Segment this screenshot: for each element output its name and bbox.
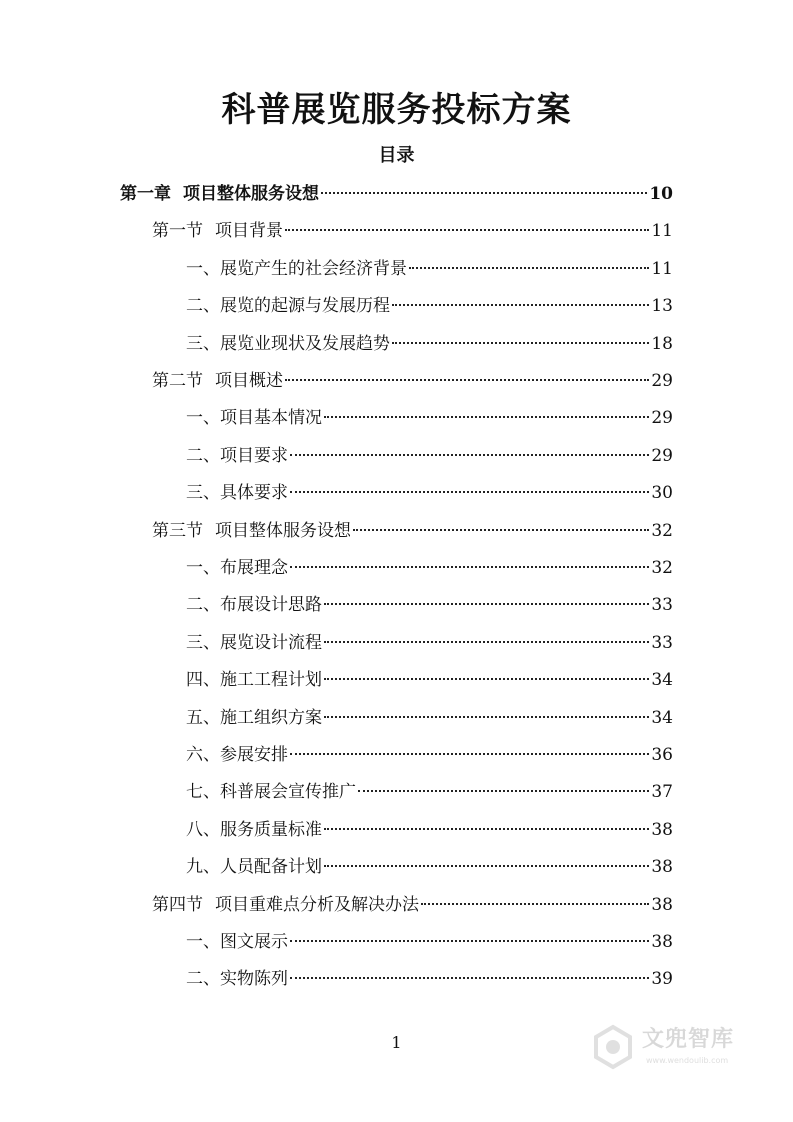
toc-entry[interactable] bbox=[186, 288, 673, 324]
toc-entry-title: 施工工程计划 bbox=[220, 670, 322, 691]
toc-entry-text bbox=[186, 587, 322, 623]
toc-entry-label: 七、 bbox=[186, 782, 220, 803]
toc-page-number: 38 bbox=[651, 819, 673, 840]
toc-entry-text bbox=[186, 550, 288, 586]
toc-entry[interactable] bbox=[120, 176, 673, 212]
toc-entry-text bbox=[186, 662, 322, 698]
toc-entry-title: 布展设计思路 bbox=[220, 595, 322, 616]
toc-entry-label: 第二节 bbox=[152, 371, 203, 391]
toc-entry[interactable] bbox=[186, 326, 673, 362]
toc-entry[interactable] bbox=[186, 662, 673, 698]
toc-entry-label: 一、 bbox=[186, 258, 220, 279]
toc-entry-text bbox=[186, 924, 288, 960]
toc-dot-leader bbox=[324, 678, 649, 680]
toc-entry-title: 展览设计流程 bbox=[220, 632, 322, 653]
toc-entry-text bbox=[186, 774, 356, 810]
toc-page-number: 33 bbox=[651, 595, 673, 616]
toc-entry-label: 第三节 bbox=[152, 520, 203, 541]
toc-dot-leader bbox=[290, 566, 649, 568]
toc-entry-label: 第一章 bbox=[120, 184, 171, 204]
watermark bbox=[590, 1020, 760, 1076]
toc-entry-label: 第一节 bbox=[152, 221, 203, 242]
toc-entry-label: 一、 bbox=[186, 408, 220, 429]
toc-entry[interactable] bbox=[186, 475, 673, 511]
toc-entry-label: 二、 bbox=[186, 445, 220, 466]
toc-entry[interactable] bbox=[186, 625, 673, 661]
toc-entry-text bbox=[186, 700, 322, 736]
toc-page-number: 11 bbox=[651, 221, 673, 242]
toc-entry-label: 一、 bbox=[186, 558, 220, 578]
document-title: 科普展览服务投标方案 bbox=[221, 90, 572, 130]
toc-page-number: 30 bbox=[651, 483, 673, 504]
toc-entry-title: 项目基本情况 bbox=[220, 408, 322, 429]
toc-page-number: 29 bbox=[651, 371, 673, 391]
toc-dot-leader bbox=[421, 903, 649, 905]
toc-entry-title: 项目要求 bbox=[220, 445, 288, 466]
toc-entry-text bbox=[186, 251, 407, 287]
toc-entry[interactable] bbox=[152, 887, 673, 923]
toc-entry[interactable] bbox=[186, 774, 673, 810]
toc-page-number: 29 bbox=[651, 445, 673, 466]
toc-dot-leader bbox=[285, 229, 649, 231]
toc-dot-leader bbox=[290, 753, 649, 755]
toc-entry-text bbox=[152, 513, 351, 549]
toc-entry-title: 科普展会宣传推广 bbox=[220, 782, 356, 803]
toc-dot-leader bbox=[290, 940, 649, 942]
toc-entry-label: 二、 bbox=[186, 296, 220, 317]
toc-entry[interactable] bbox=[152, 513, 673, 549]
toc-entry-text bbox=[120, 176, 319, 212]
toc-entry[interactable] bbox=[152, 213, 673, 249]
toc-dot-leader bbox=[392, 304, 649, 306]
toc-entry[interactable] bbox=[186, 400, 673, 436]
toc-page-number: 32 bbox=[651, 520, 673, 541]
toc-entry-title: 实物陈列 bbox=[220, 969, 288, 990]
toc-entry-text bbox=[186, 400, 322, 436]
toc-page-number: 38 bbox=[651, 932, 673, 952]
toc-dot-leader bbox=[290, 977, 649, 979]
toc-entry-title: 布展理念 bbox=[220, 558, 288, 578]
toc-entry-title: 具体要求 bbox=[220, 483, 288, 504]
toc-dot-leader bbox=[409, 267, 649, 269]
toc-dot-leader bbox=[324, 641, 649, 643]
toc-entry-title: 展览的起源与发展历程 bbox=[220, 296, 390, 317]
toc-entry[interactable] bbox=[186, 700, 673, 736]
toc-entry[interactable] bbox=[186, 438, 673, 474]
toc-dot-leader bbox=[392, 342, 649, 344]
toc-entry[interactable] bbox=[186, 961, 673, 997]
toc-page-number: 11 bbox=[651, 258, 673, 279]
watermark-logo-icon bbox=[590, 1024, 636, 1070]
toc-entry-label: 二、 bbox=[186, 595, 220, 616]
toc-dot-leader bbox=[290, 491, 649, 493]
toc-entry-title: 参展安排 bbox=[220, 745, 288, 765]
toc-page-number: 38 bbox=[651, 894, 673, 915]
watermark-name: 文兜智库 bbox=[642, 1027, 735, 1052]
toc-entry-text bbox=[152, 887, 419, 923]
toc-entry-text bbox=[186, 438, 288, 474]
toc-entry-title: 项目重难点分析及解决办法 bbox=[215, 894, 419, 915]
toc-entry[interactable] bbox=[186, 737, 673, 773]
toc-dot-leader bbox=[324, 865, 649, 867]
toc-page-number: 39 bbox=[651, 969, 673, 990]
toc-entry-title: 项目整体服务设想 bbox=[183, 184, 319, 204]
toc-entry-text bbox=[186, 475, 288, 511]
toc-entry-label: 八、 bbox=[186, 819, 220, 840]
toc-entry-label: 三、 bbox=[186, 483, 220, 504]
toc-entry-title: 展览产生的社会经济背景 bbox=[220, 258, 407, 279]
toc-dot-leader bbox=[353, 529, 649, 531]
toc-entry-text bbox=[152, 363, 283, 399]
toc-entry[interactable] bbox=[186, 924, 673, 960]
toc-page-number: 34 bbox=[651, 670, 673, 691]
toc-page-number: 13 bbox=[651, 296, 673, 317]
toc-page-number: 32 bbox=[651, 558, 673, 578]
toc-dot-leader bbox=[290, 454, 649, 456]
toc-entry[interactable] bbox=[186, 550, 673, 586]
toc-entry-title: 图文展示 bbox=[220, 932, 288, 952]
toc-page-number: 33 bbox=[651, 632, 673, 653]
toc-entry-text bbox=[186, 625, 322, 661]
toc-heading: 目录 bbox=[378, 145, 415, 166]
toc-entry-title: 项目背景 bbox=[215, 221, 283, 242]
toc-page-number: 18 bbox=[651, 333, 673, 354]
toc-entry[interactable] bbox=[186, 812, 673, 848]
toc-entry-title: 服务质量标准 bbox=[220, 819, 322, 840]
toc-entry-text bbox=[186, 326, 390, 362]
toc-entry[interactable] bbox=[152, 363, 673, 399]
toc-entry-text bbox=[152, 213, 283, 249]
toc-entry-text bbox=[186, 961, 288, 997]
toc-entry-text bbox=[186, 737, 288, 773]
toc-entry-label: 九、 bbox=[186, 857, 220, 878]
toc-entry-label: 五、 bbox=[186, 707, 220, 728]
toc-entry-text bbox=[186, 812, 322, 848]
toc-page-number: 34 bbox=[651, 707, 673, 728]
toc-dot-leader bbox=[324, 828, 649, 830]
toc-entry-label: 三、 bbox=[186, 632, 220, 653]
toc-entry-title: 项目整体服务设想 bbox=[215, 520, 351, 541]
toc-entry-title: 人员配备计划 bbox=[220, 857, 322, 878]
toc-page-number: 37 bbox=[651, 782, 673, 803]
toc-entry-text bbox=[186, 288, 390, 324]
toc-dot-leader bbox=[324, 416, 649, 418]
toc-page-number: 10 bbox=[649, 184, 673, 204]
toc-entry-title: 展览业现状及发展趋势 bbox=[220, 333, 390, 354]
toc-entry-label: 四、 bbox=[186, 670, 220, 691]
toc-dot-leader bbox=[324, 716, 649, 718]
page-number: 1 bbox=[391, 1033, 402, 1052]
toc-entry-label: 第四节 bbox=[152, 894, 203, 915]
toc-entry-text bbox=[186, 849, 322, 885]
toc-entry[interactable] bbox=[186, 587, 673, 623]
toc-dot-leader bbox=[285, 379, 649, 381]
toc-dot-leader bbox=[324, 603, 649, 605]
toc-page-number: 38 bbox=[651, 857, 673, 878]
toc-entry-label: 三、 bbox=[186, 333, 220, 354]
toc-entry-title: 项目概述 bbox=[215, 371, 283, 391]
toc-entry-title: 施工组织方案 bbox=[220, 707, 322, 728]
toc-page-number: 36 bbox=[651, 745, 673, 765]
watermark-url: www.wendoulib.com bbox=[646, 1056, 729, 1065]
toc-entry[interactable] bbox=[186, 849, 673, 885]
toc-entry-label: 六、 bbox=[186, 745, 220, 765]
toc-page-number: 29 bbox=[651, 408, 673, 429]
toc-dot-leader bbox=[321, 192, 647, 194]
toc-entry-label: 二、 bbox=[186, 969, 220, 990]
toc-entry-label: 一、 bbox=[186, 932, 220, 952]
toc-dot-leader bbox=[358, 790, 649, 792]
toc-entry[interactable] bbox=[186, 251, 673, 287]
